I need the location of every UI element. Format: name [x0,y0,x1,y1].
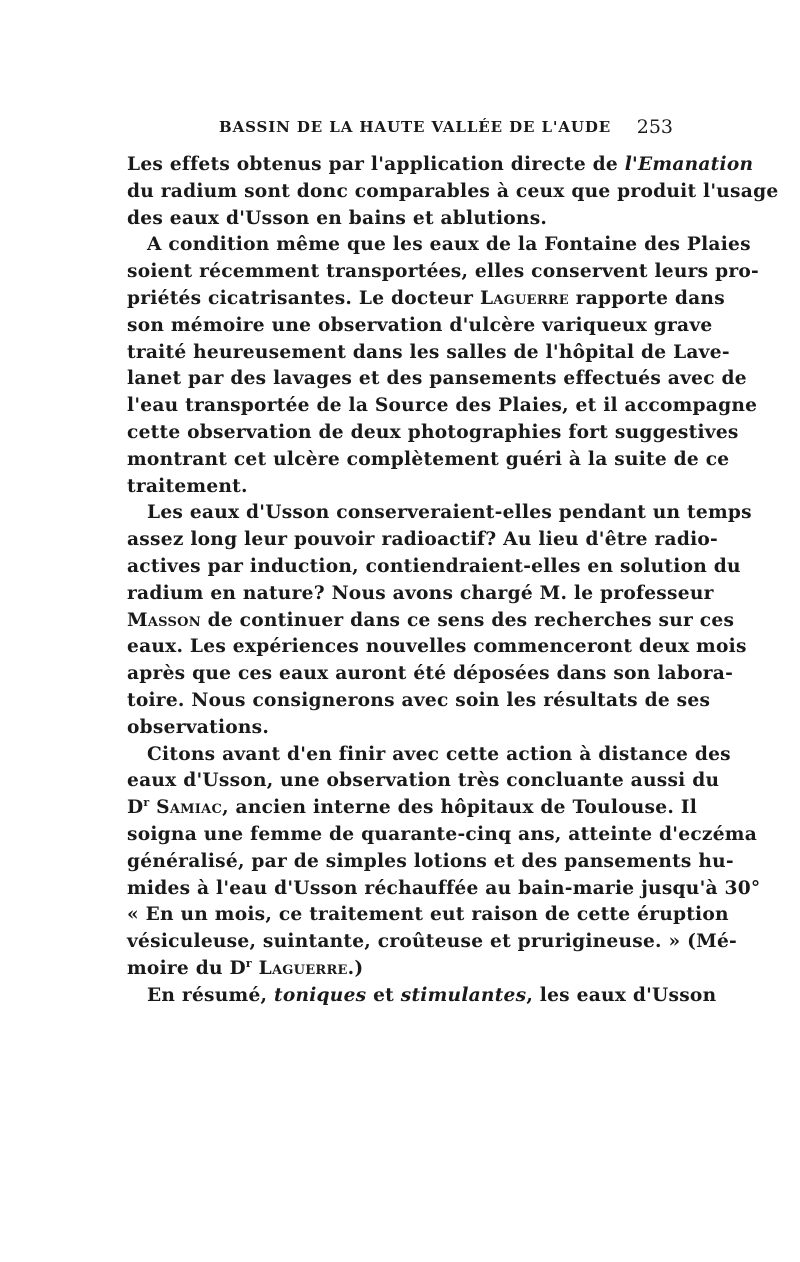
text-line: traitement. [127,475,248,497]
text-line: eaux. Les expériences nouvelles commenceront deux mois [127,636,747,658]
text-line: lanet par des lavages et des pansements effectués avec de [127,368,747,390]
text-line: soigna une femme de quarante-cinq ans, atteinte d'eczéma [127,823,758,845]
text-line: moire du $D^r$ Laguerre.) [127,956,364,979]
text-line: généralisé, par de simples lotions et des pansements hu- [127,850,734,872]
running-head: BASSIN DE LA HAUTE VALLÉE DE L'AUDE [219,118,612,136]
text-line: vésiculeuse, suintante, croûteuse et prurigineuse. » (Mé- [127,931,738,953]
text-line: Citons avant d'en finir avec cette action à distance des [147,743,731,765]
text-line: Les eaux d'Usson conserveraient-elles pendant un temps [147,502,752,524]
page-header [127,118,673,146]
text-line: Masson de continuer dans ce sens des recherches sur ces [127,609,735,631]
text-line: assez long leur pouvoir radioactif? Au lieu d'être radio- [127,529,719,551]
text-line: des eaux d'Usson en bains et ablutions. [127,207,548,229]
text-line: montrant cet ulcère complètement guéri à la suite de ce [127,448,730,470]
text-line: Les effets obtenus par l'application directe de l'Emanation [127,154,754,175]
text-line: toire. Nous consignerons avec soin les résultats de ses [127,689,711,711]
text-line: « En un mois, ce traitement eut raison de cette éruption [127,904,729,926]
text-line: A condition même que les eaux de la Fontaine des Plaies [147,234,751,256]
text-line: actives par induction, contiendraient-elles en solution du [127,555,741,577]
text-line: traité heureusement dans les salles de l'hôpital de Lave- [127,341,730,363]
text-line: $D^r$ Samiac, ancien interne des hôpitaux de Toulouse. Il [127,795,698,819]
text-line: priétés cicatrisantes. Le docteur Laguerre rapporte dans [127,287,725,309]
text-line: soient récemment transportées, elles conservent leurs pro- [127,261,760,283]
body-text [127,152,779,1010]
text-line: après que ces eaux auront été déposées dans son labora- [127,663,734,685]
text-line: eaux d'Usson, une observation très concluante aussi du [127,770,720,792]
text-line: l'eau transportée de la Source des Plaies, et il accompagne [127,395,758,417]
text-line: mides à l'eau d'Usson réchauffée au bain-marie jusqu'à 30° [127,877,761,899]
page-number: 253 [636,116,673,138]
text-line: cette observation de deux photographies fort suggestives [127,421,739,443]
text-line: En résumé, toniques et stimulantes, les eaux d'Usson [147,984,717,1006]
text-line: son mémoire une observation d'ulcère variqueux grave [127,314,713,336]
text-line: du radium sont donc comparables à ceux que produit l'usage [127,180,779,202]
text-line: observations. [127,716,270,738]
text-line: radium en nature? Nous avons chargé M. le professeur [127,582,714,604]
